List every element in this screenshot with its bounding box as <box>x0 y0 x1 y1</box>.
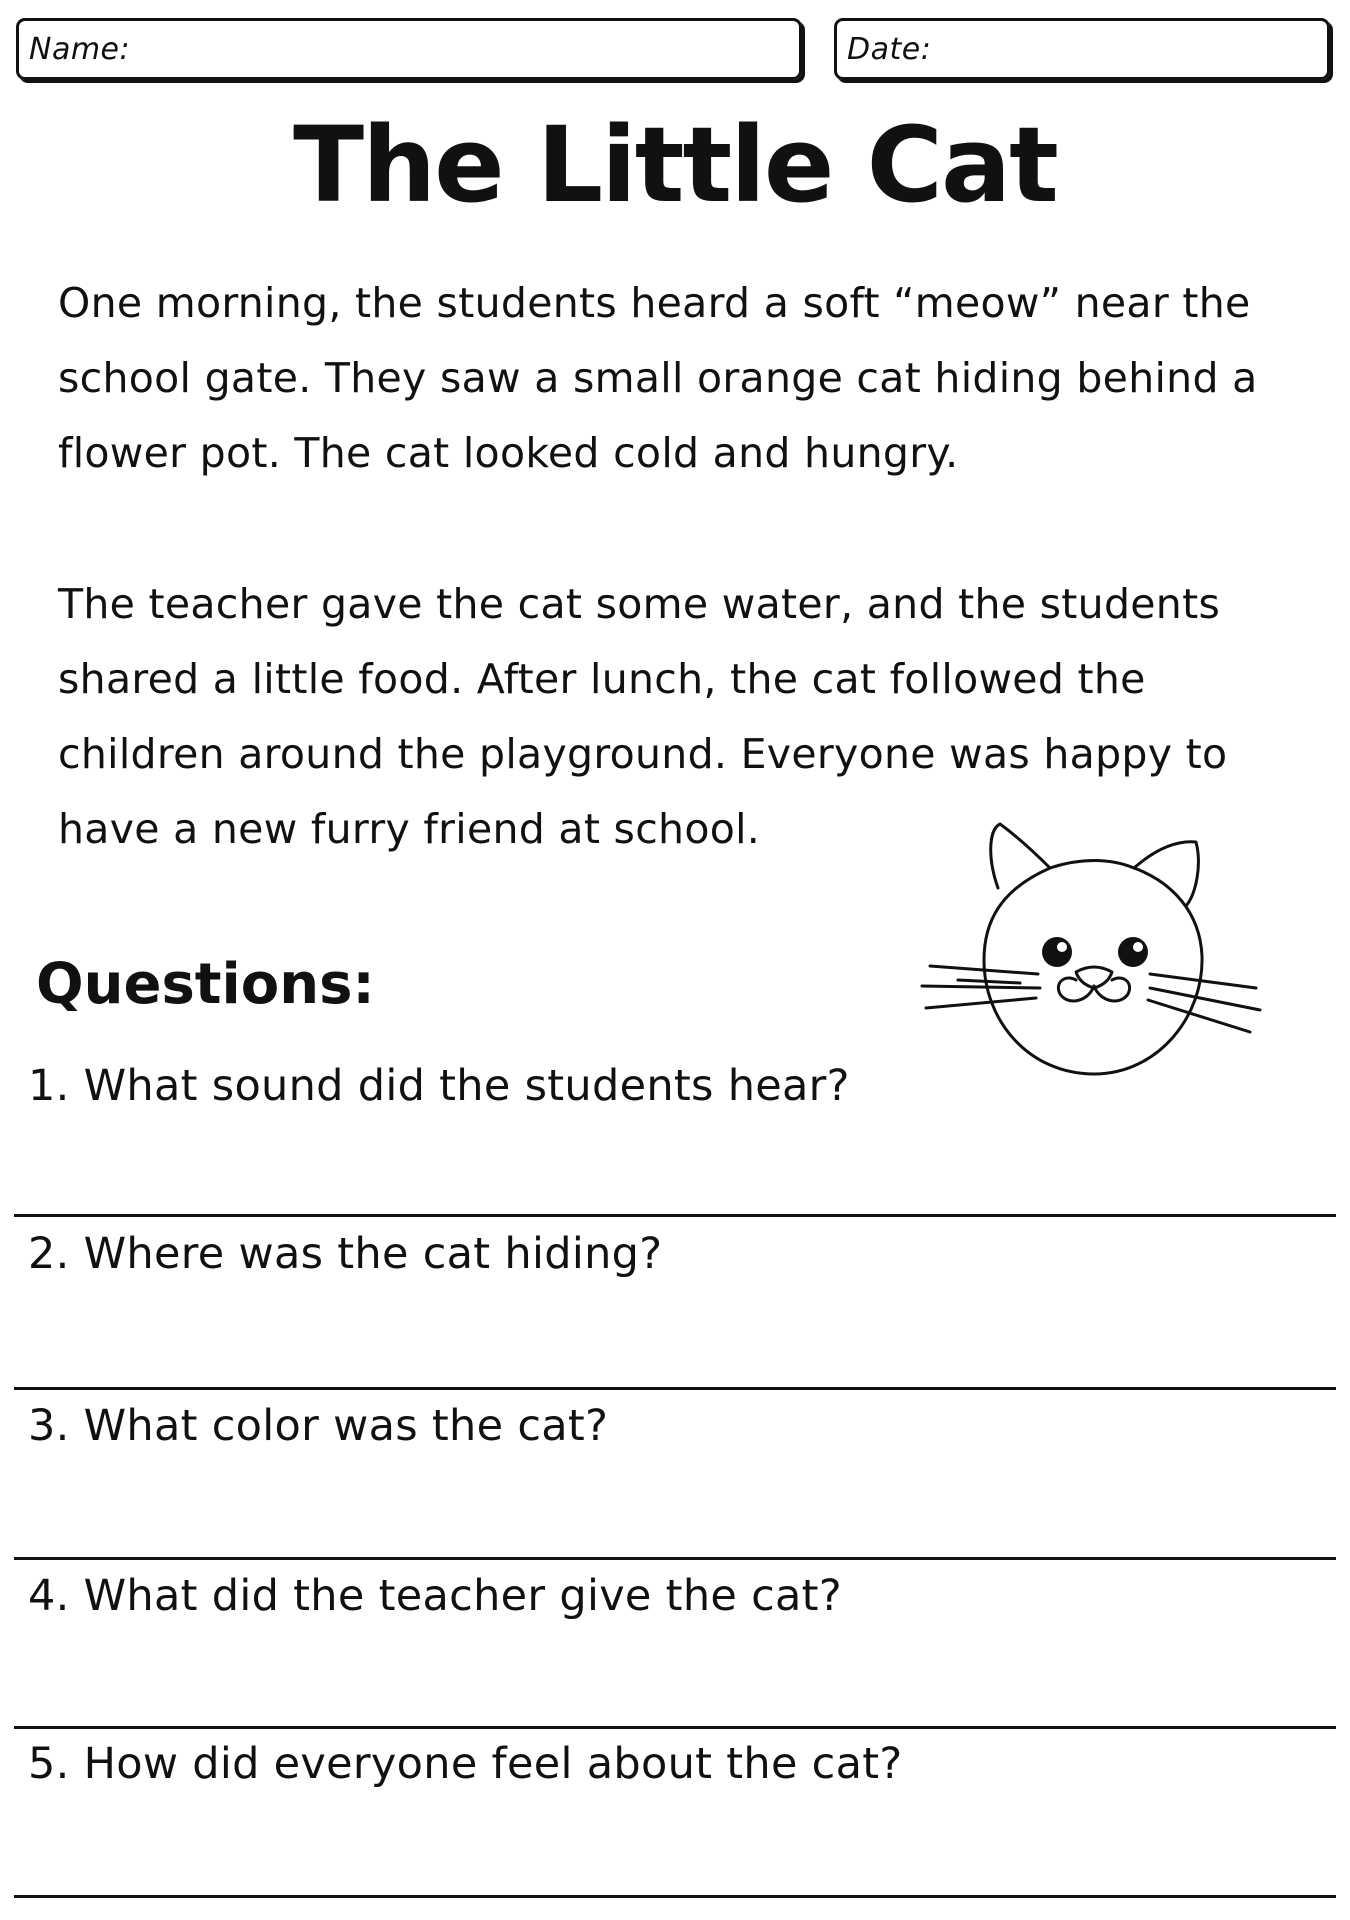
answer-line-5[interactable] <box>14 1895 1336 1898</box>
answer-line-1[interactable] <box>14 1214 1336 1217</box>
question-2: 2. Where was the cat hiding? <box>28 1229 663 1279</box>
name-field[interactable] <box>16 18 802 80</box>
question-5: 5. How did everyone feel about the cat? <box>28 1739 903 1789</box>
story-paragraph-1: One morning, the students heard a soft “meow” near the school gate. They saw a small orange cat hiding behind a flower pot. The cat looked cold and hungry. <box>58 279 1258 477</box>
answer-line-2[interactable] <box>14 1387 1336 1390</box>
question-3: 3. What color was the cat? <box>28 1401 609 1451</box>
question-1: 1. What sound did the students hear? <box>28 1061 850 1111</box>
cat-face-icon <box>910 810 1270 1100</box>
answer-line-3[interactable] <box>14 1557 1336 1560</box>
name-label: Name: <box>29 31 131 67</box>
worksheet-title: The Little Cat <box>293 104 1057 226</box>
question-4: 4. What did the teacher give the cat? <box>28 1571 842 1621</box>
questions-heading: Questions: <box>36 952 375 1017</box>
answer-line-4[interactable] <box>14 1726 1336 1729</box>
story-paragraph-2: The teacher gave the cat some water, and the students shared a little food. After lunch, the cat followed the children around the playground. Everyone was happy to have a new furry friend at school. <box>58 580 1228 853</box>
date-label: Date: <box>847 31 932 67</box>
date-field[interactable] <box>834 18 1330 80</box>
